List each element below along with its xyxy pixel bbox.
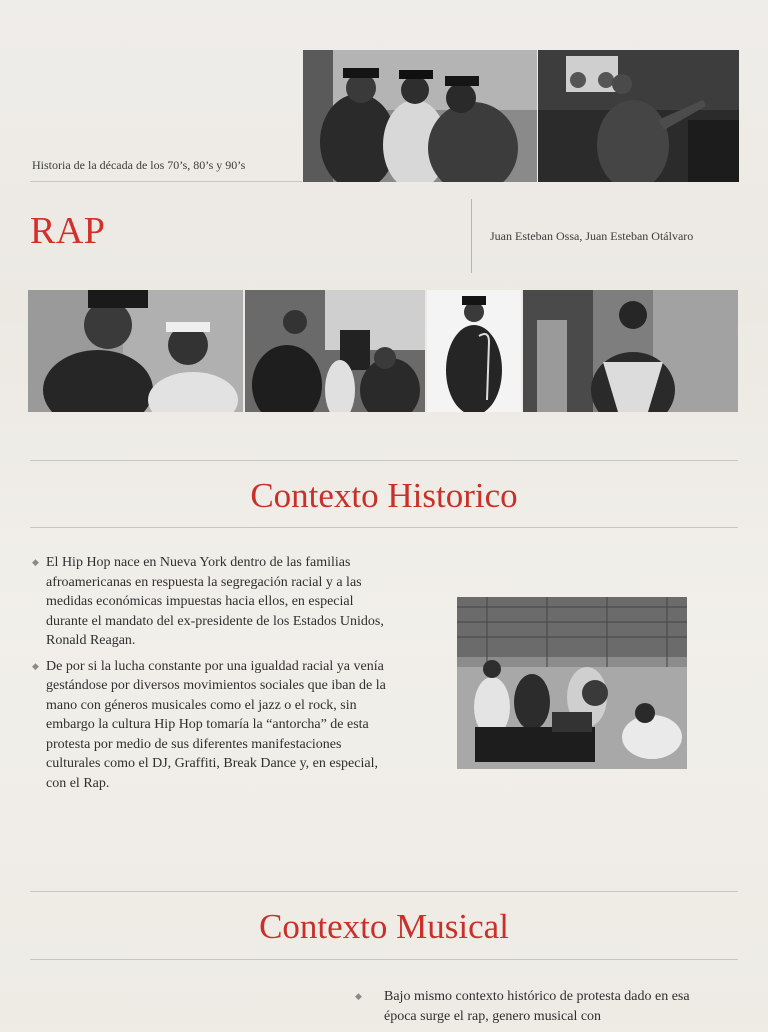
section-title-historical: Contexto Historico	[250, 476, 518, 515]
section-divider-bottom	[30, 527, 738, 528]
section-divider-bottom	[30, 959, 738, 960]
document-subtitle: Historia de la década de los 70’s, 80’s y 90’s	[32, 158, 246, 172]
historical-bullets	[32, 553, 388, 799]
musical-bullets	[355, 987, 715, 1032]
section-divider-top	[30, 891, 738, 892]
section-title-musical: Contexto Musical	[259, 907, 509, 946]
photo-rapper-hoodie	[523, 290, 738, 412]
photo-boombox-man	[538, 50, 739, 182]
list-item	[355, 987, 715, 1026]
divider	[30, 181, 302, 182]
list-item	[32, 657, 388, 794]
photo-street-dj	[457, 597, 687, 769]
photo-studio-group	[245, 290, 425, 412]
photo-two-rappers	[28, 290, 243, 412]
authors: Juan Esteban Ossa, Juan Esteban Otálvaro	[490, 229, 694, 243]
photo-group-portrait	[303, 50, 537, 182]
list-item	[32, 553, 388, 651]
bullet-text: De por si la lucha constante por una igualdad racial ya venía gestándose por diversos movimientos sociales que iban de la mano con géneros musicales como el jazz o el rock, sin embargo la cultura Hip Hop tomaría la “antorcha” de esta protesta por medio de sus diferentes manifestaciones culturales como el DJ, Graffiti, Break Dance y, en especial, con el Rap.	[46, 658, 386, 791]
diamond-bullet-icon: ◆	[32, 660, 39, 671]
diamond-bullet-icon: ◆	[355, 991, 362, 1001]
bullet-text: Bajo mismo contexto histórico de protesta dado en esa época surge el rap, genero musical con	[384, 989, 690, 1024]
bullet-text: El Hip Hop nace en Nueva York dentro de las familias afroamericanas en respuesta la segregación racial y a las medidas económicas impuestas hacia ellos, en especial durante el mandato del ex-presidente de los Estados Unidos, Ronald Reagan.	[46, 555, 384, 648]
section-divider-top	[30, 460, 738, 461]
diamond-bullet-icon: ◆	[32, 557, 39, 567]
photo-rapper-cane	[427, 290, 521, 412]
vertical-divider	[471, 199, 472, 273]
page-title: RAP	[30, 210, 106, 252]
